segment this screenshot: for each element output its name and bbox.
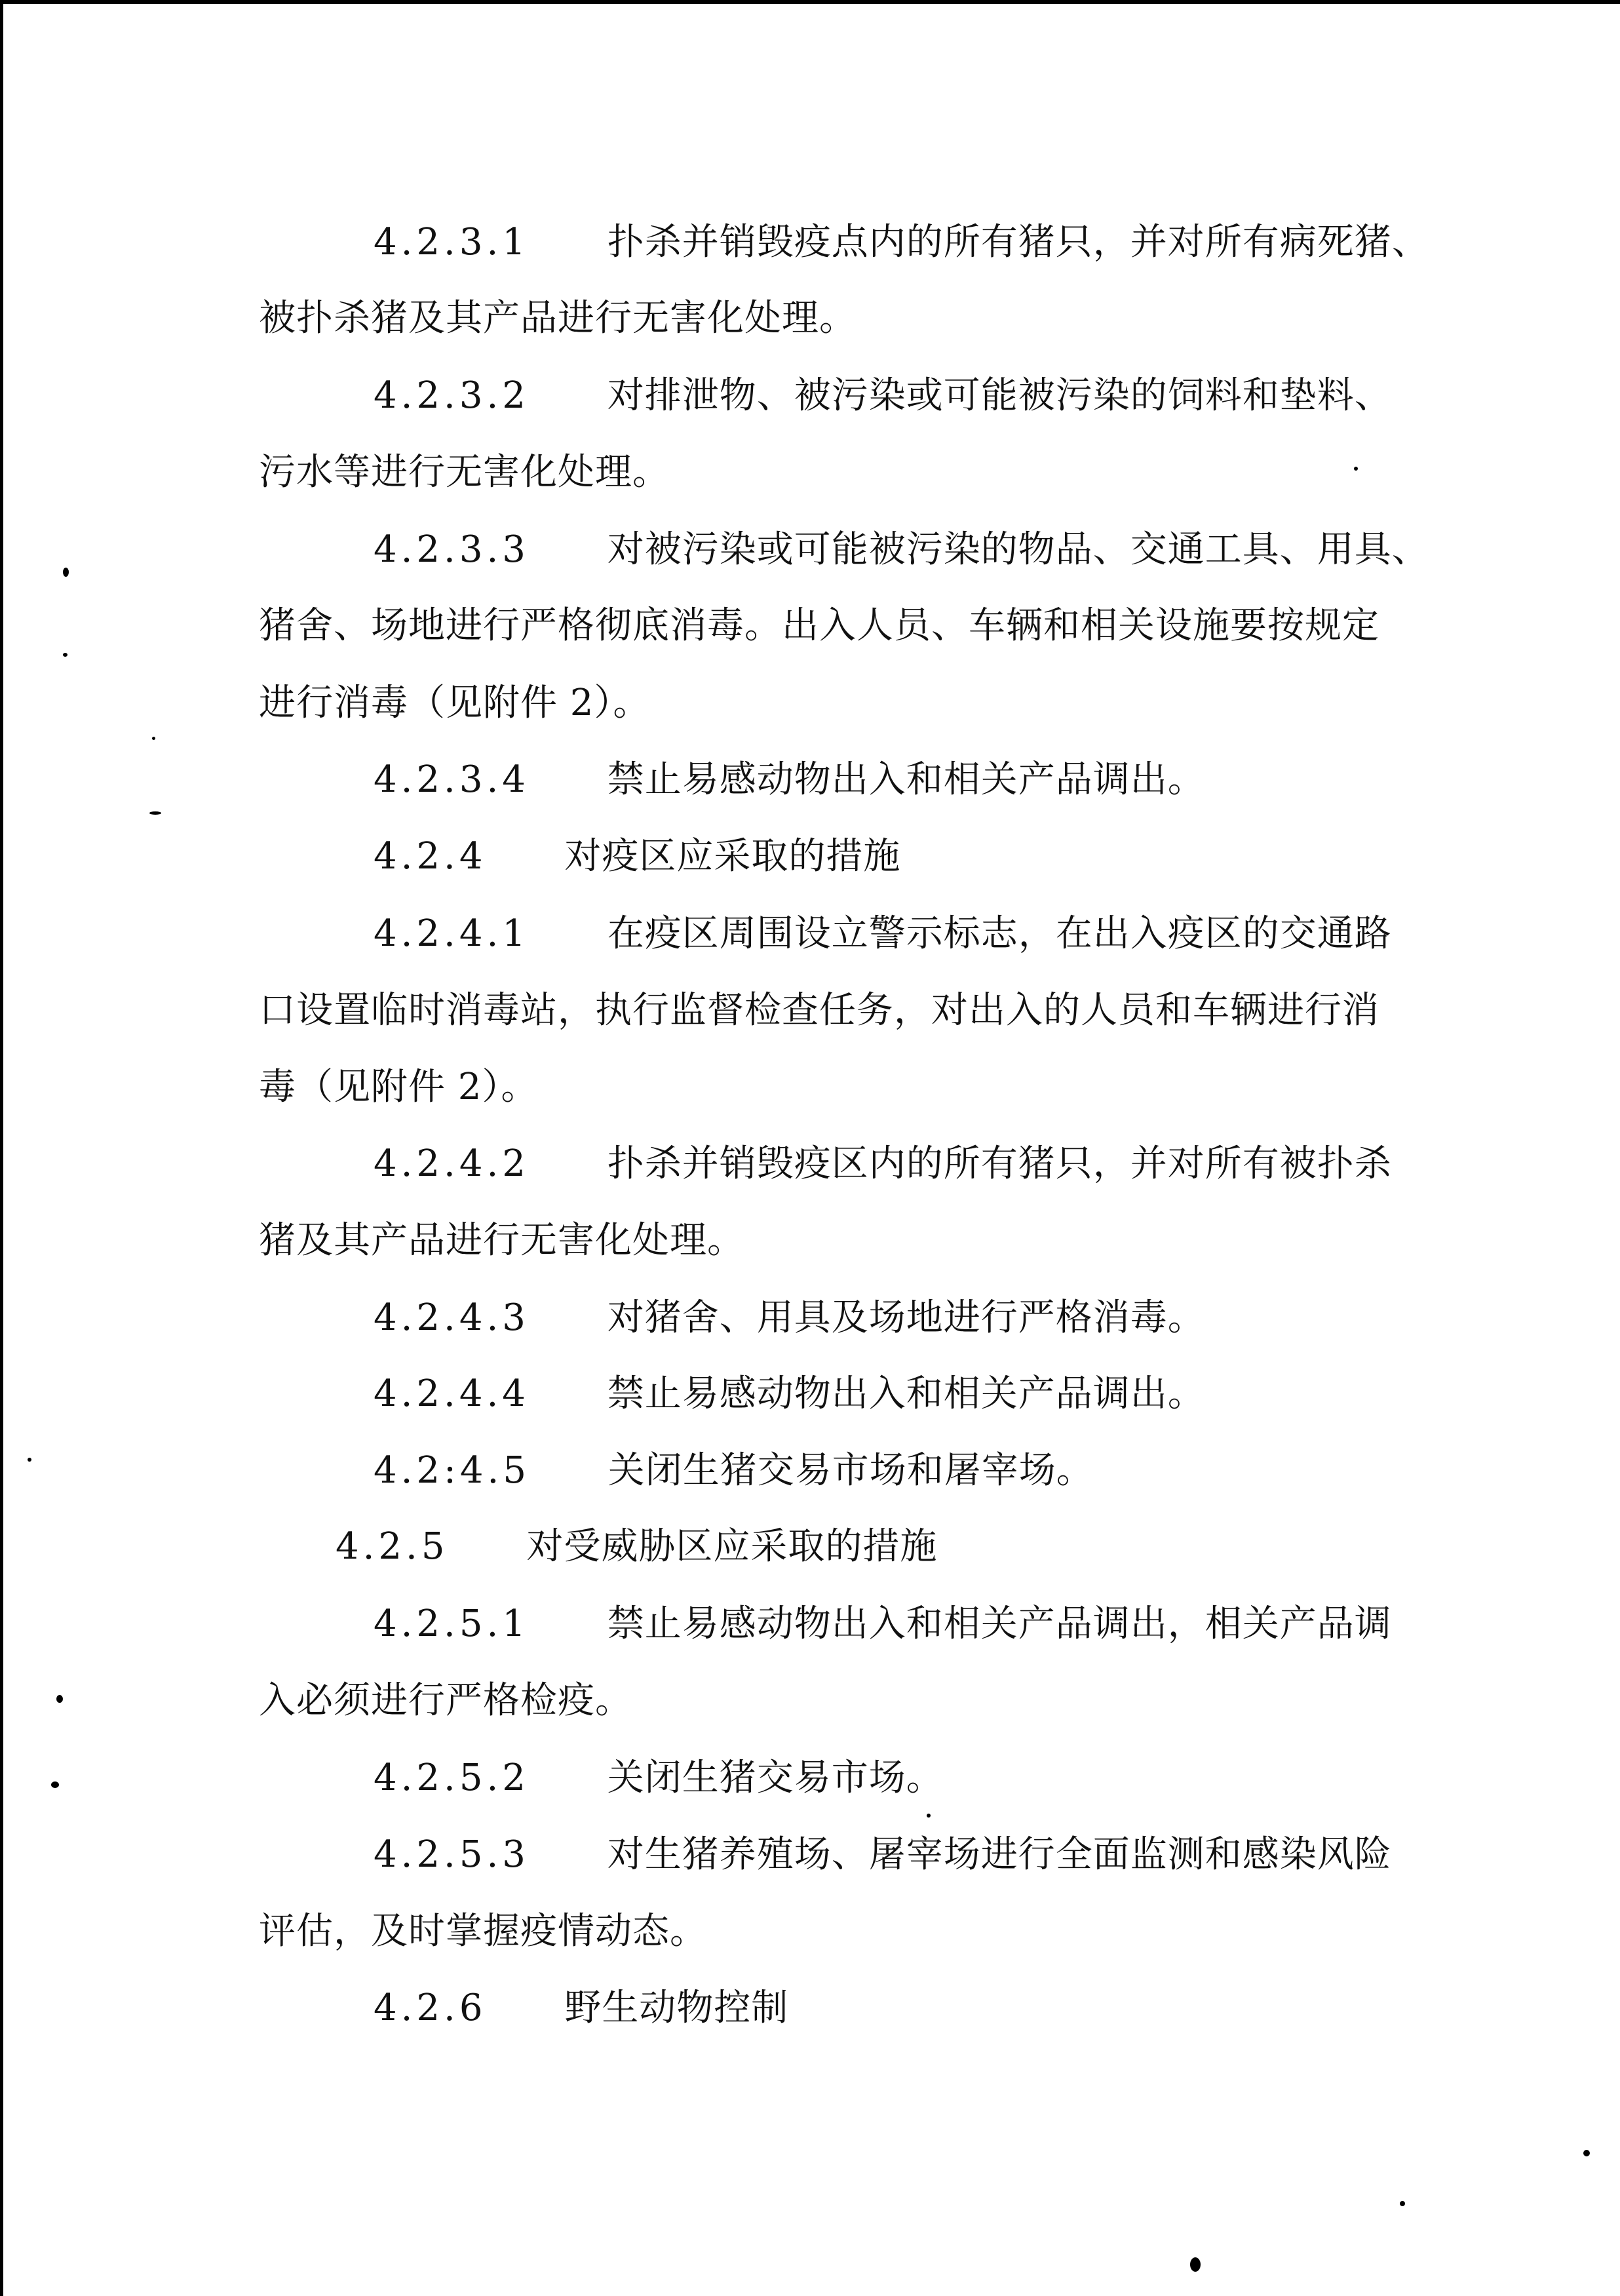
clause-continuation (259, 1218, 744, 1264)
clause-number: 4.2:4.5 (374, 1449, 530, 1492)
clause-4-2-3-4 (374, 757, 1205, 803)
clause-text: 毒（见附件 2）。 (259, 1066, 539, 1108)
clause-text: 对猪舍、用具及场地进行严格消毒。 (607, 1296, 1205, 1339)
clause-4-2-4-3 (374, 1295, 1205, 1341)
section-4-2-6-heading (374, 1985, 788, 2031)
clause-number: 4.2.4.1 (374, 912, 530, 955)
section-number: 4.2.6 (374, 1987, 487, 2029)
clause-continuation (259, 1678, 632, 1724)
clause-text: 被扑杀猪及其产品进行无害化处理。 (259, 297, 857, 340)
clause-4-2-4-2 (374, 1141, 1392, 1187)
clause-text: 关闭生猪交易市场。 (607, 1757, 944, 1799)
section-title: 对受威胁区应采取的措施 (526, 1525, 938, 1568)
section-4-2-5-heading (336, 1524, 937, 1570)
clause-text: 评估，及时掌握疫情动态。 (259, 1910, 707, 1953)
section-4-2-4-heading (374, 834, 900, 880)
clause-number: 4.2.3.3 (374, 528, 530, 571)
clause-continuation (259, 603, 1379, 649)
clause-text: 禁止易感动物出入和相关产品调出，相关产品调 (607, 1603, 1392, 1645)
scan-speck (927, 1814, 931, 1818)
clause-number: 4.2.5.3 (374, 1833, 530, 1876)
clause-4-2-4-1 (374, 911, 1392, 957)
clause-text: 扑杀并销毁疫点内的所有猪只，并对所有病死猪、 (607, 221, 1429, 263)
clause-text: 对排泄物、被污染或可能被污染的饲料和垫料、 (607, 374, 1392, 417)
clause-continuation (259, 1064, 538, 1110)
scan-speck (56, 1695, 63, 1703)
clause-text: 对生猪养殖场、屠宰场进行全面监测和感染风险 (607, 1833, 1392, 1876)
section-title: 对疫区应采取的措施 (564, 835, 901, 878)
scan-speck (63, 653, 68, 657)
section-number: 4.2.4 (374, 835, 487, 878)
clause-4-2-3-3 (374, 527, 1429, 573)
clause-text: 猪及其产品进行无害化处理。 (259, 1219, 744, 1262)
clause-4-2-4-5 (374, 1448, 1094, 1494)
clause-number: 4.2.3.2 (374, 374, 530, 417)
clause-4-2-5-2 (374, 1755, 944, 1801)
clause-number: 4.2.4.3 (374, 1296, 530, 1339)
clause-number: 4.2.3.4 (374, 758, 530, 801)
clause-4-2-5-1 (374, 1601, 1392, 1647)
section-title: 野生动物控制 (564, 1987, 789, 2029)
clause-4-2-3-1 (374, 220, 1429, 265)
clause-text: 进行消毒（见附件 2）。 (259, 682, 651, 724)
clause-number: 4.2.3.1 (374, 221, 530, 263)
clause-number: 4.2.5.1 (374, 1603, 530, 1645)
section-number: 4.2.5 (336, 1525, 449, 1568)
clause-text: 扑杀并销毁疫区内的所有猪只，并对所有被扑杀 (607, 1142, 1392, 1185)
scan-speck (28, 1458, 31, 1462)
clause-continuation (259, 450, 670, 496)
clause-continuation (259, 296, 857, 341)
scan-speck (1400, 2201, 1405, 2206)
clause-continuation (259, 988, 1379, 1034)
clause-text: 禁止易感动物出入和相关产品调出。 (607, 758, 1205, 801)
scan-speck (1354, 467, 1358, 471)
scan-speck (1190, 2257, 1201, 2272)
clause-continuation (259, 1909, 707, 1955)
clause-number: 4.2.5.2 (374, 1757, 530, 1799)
clause-text: 入必须进行严格检疫。 (259, 1679, 632, 1722)
scan-speck (63, 568, 69, 577)
clause-4-2-5-3 (374, 1832, 1392, 1878)
clause-text: 猪舍、场地进行严格彻底消毒。出入人员、车辆和相关设施要按规定 (259, 604, 1379, 647)
scan-speck (149, 811, 161, 815)
clause-text: 对被污染或可能被污染的物品、交通工具、用具、 (607, 528, 1429, 571)
clause-text: 禁止易感动物出入和相关产品调出。 (607, 1372, 1205, 1415)
clause-number: 4.2.4.2 (374, 1142, 530, 1185)
scan-speck (152, 737, 155, 740)
clause-text: 关闭生猪交易市场和屠宰场。 (608, 1449, 1094, 1492)
clause-number: 4.2.4.4 (374, 1372, 530, 1415)
clause-4-2-3-2 (374, 373, 1392, 419)
clause-text: 在疫区周围设立警示标志，在出入疫区的交通路 (607, 912, 1392, 955)
clause-4-2-4-4 (374, 1371, 1205, 1417)
scan-speck (1583, 2150, 1590, 2156)
clause-continuation (259, 680, 650, 726)
clause-text: 污水等进行无害化处理。 (259, 451, 670, 494)
scan-speck (51, 1781, 59, 1788)
clause-text: 口设置临时消毒站，执行监督检查任务，对出入的人员和车辆进行消 (259, 989, 1379, 1032)
